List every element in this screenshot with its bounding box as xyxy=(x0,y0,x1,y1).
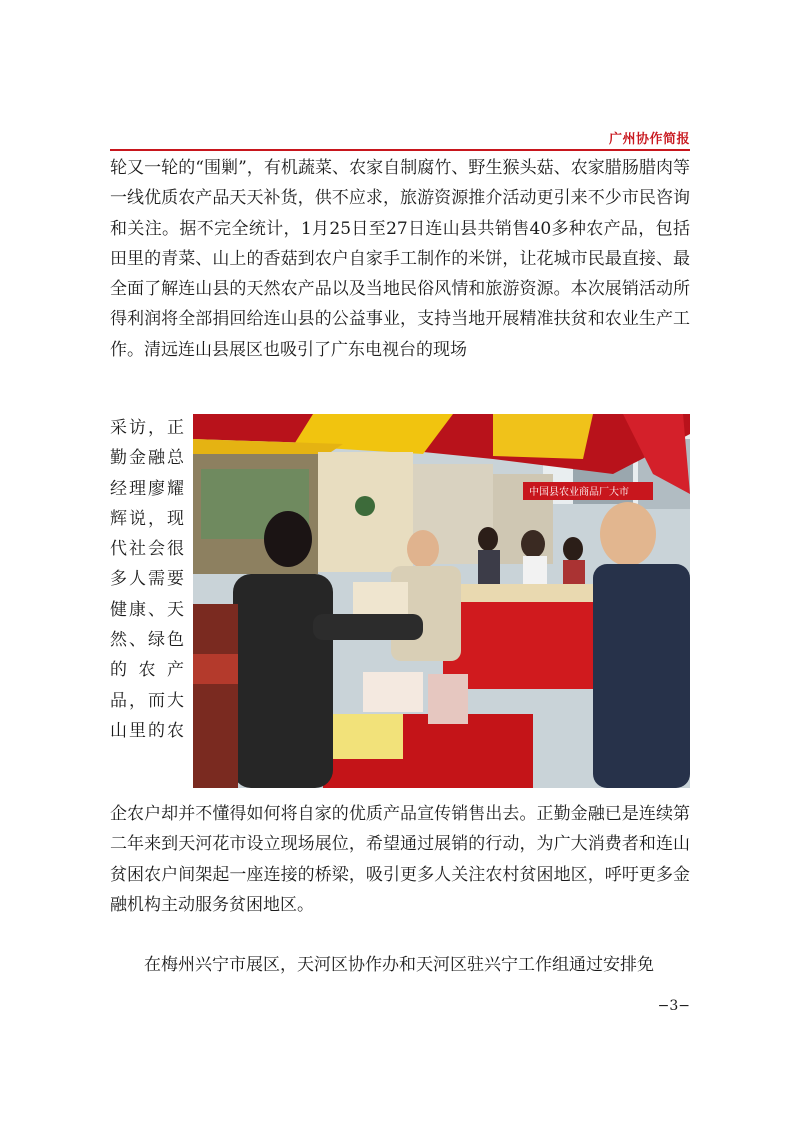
side-text-line: 辉说，现 xyxy=(110,508,184,529)
side-text-line: 采访，正 xyxy=(110,418,184,438)
side-text-line: 的农产 xyxy=(110,660,184,681)
paragraph-1: 轮又一轮的“围剿”，有机蔬菜、农家自制腐竹、野生猴头菇、农家腊肠腊肉等一线优质农产品天天补货，供不应求，旅游资源推介活动更引来不少市民咨询和关注。据不完全统计，1月25日至27日连山县共销售40多种农产品，包括田里的青菜、山上的香菇到农户自家手工制作的米饼，让花城市民最直接、最全面了解连山县的天然农产品以及当地民俗风情和旅游资源。本次展销活动所得利润将全部捐回给连山县的公益事业，支持当地开展精准扶贫和农业生产工作。清远连山县展区也吸引了广东电视台的现场 xyxy=(110,158,690,360)
header-rule xyxy=(110,149,690,151)
side-text-line: 多人需要 xyxy=(110,569,184,590)
side-text-line: 代社会很 xyxy=(110,539,184,560)
market-booth-photo xyxy=(193,414,690,788)
side-text-line: 勤金融总 xyxy=(110,448,184,469)
side-text-line: 健康、天 xyxy=(110,599,184,620)
header-title: 广州协作简报 xyxy=(608,132,690,147)
side-text-line: 品，而大 xyxy=(110,690,184,711)
side-text-line: 经理廖耀 xyxy=(110,478,184,499)
side-text-line: 然、绿色 xyxy=(110,630,184,651)
canopy-yellow-b xyxy=(493,414,593,459)
side-text-column xyxy=(110,413,184,746)
paragraph-3: 在梅州兴宁市展区，天河区协作办和天河区驻兴宁工作组通过安排免 xyxy=(144,955,654,975)
paragraph-2: 企农户却并不懂得如何将自家的优质产品宣传销售出去。正勤金融已是连续第二年来到天河花市设立现场展位，希望通过展销的行动，为广大消费者和连山贫困农户间架起一座连接的桥梁，吸引更多人关注农村贫困地区，呼吁更多金融机构主动服务贫困地区。 xyxy=(110,804,690,915)
page-number: −3− xyxy=(657,998,690,1014)
booth-banner-text: 中国县农业商品厂大市 xyxy=(529,487,629,498)
side-text-line: 山里的农 xyxy=(110,720,184,741)
